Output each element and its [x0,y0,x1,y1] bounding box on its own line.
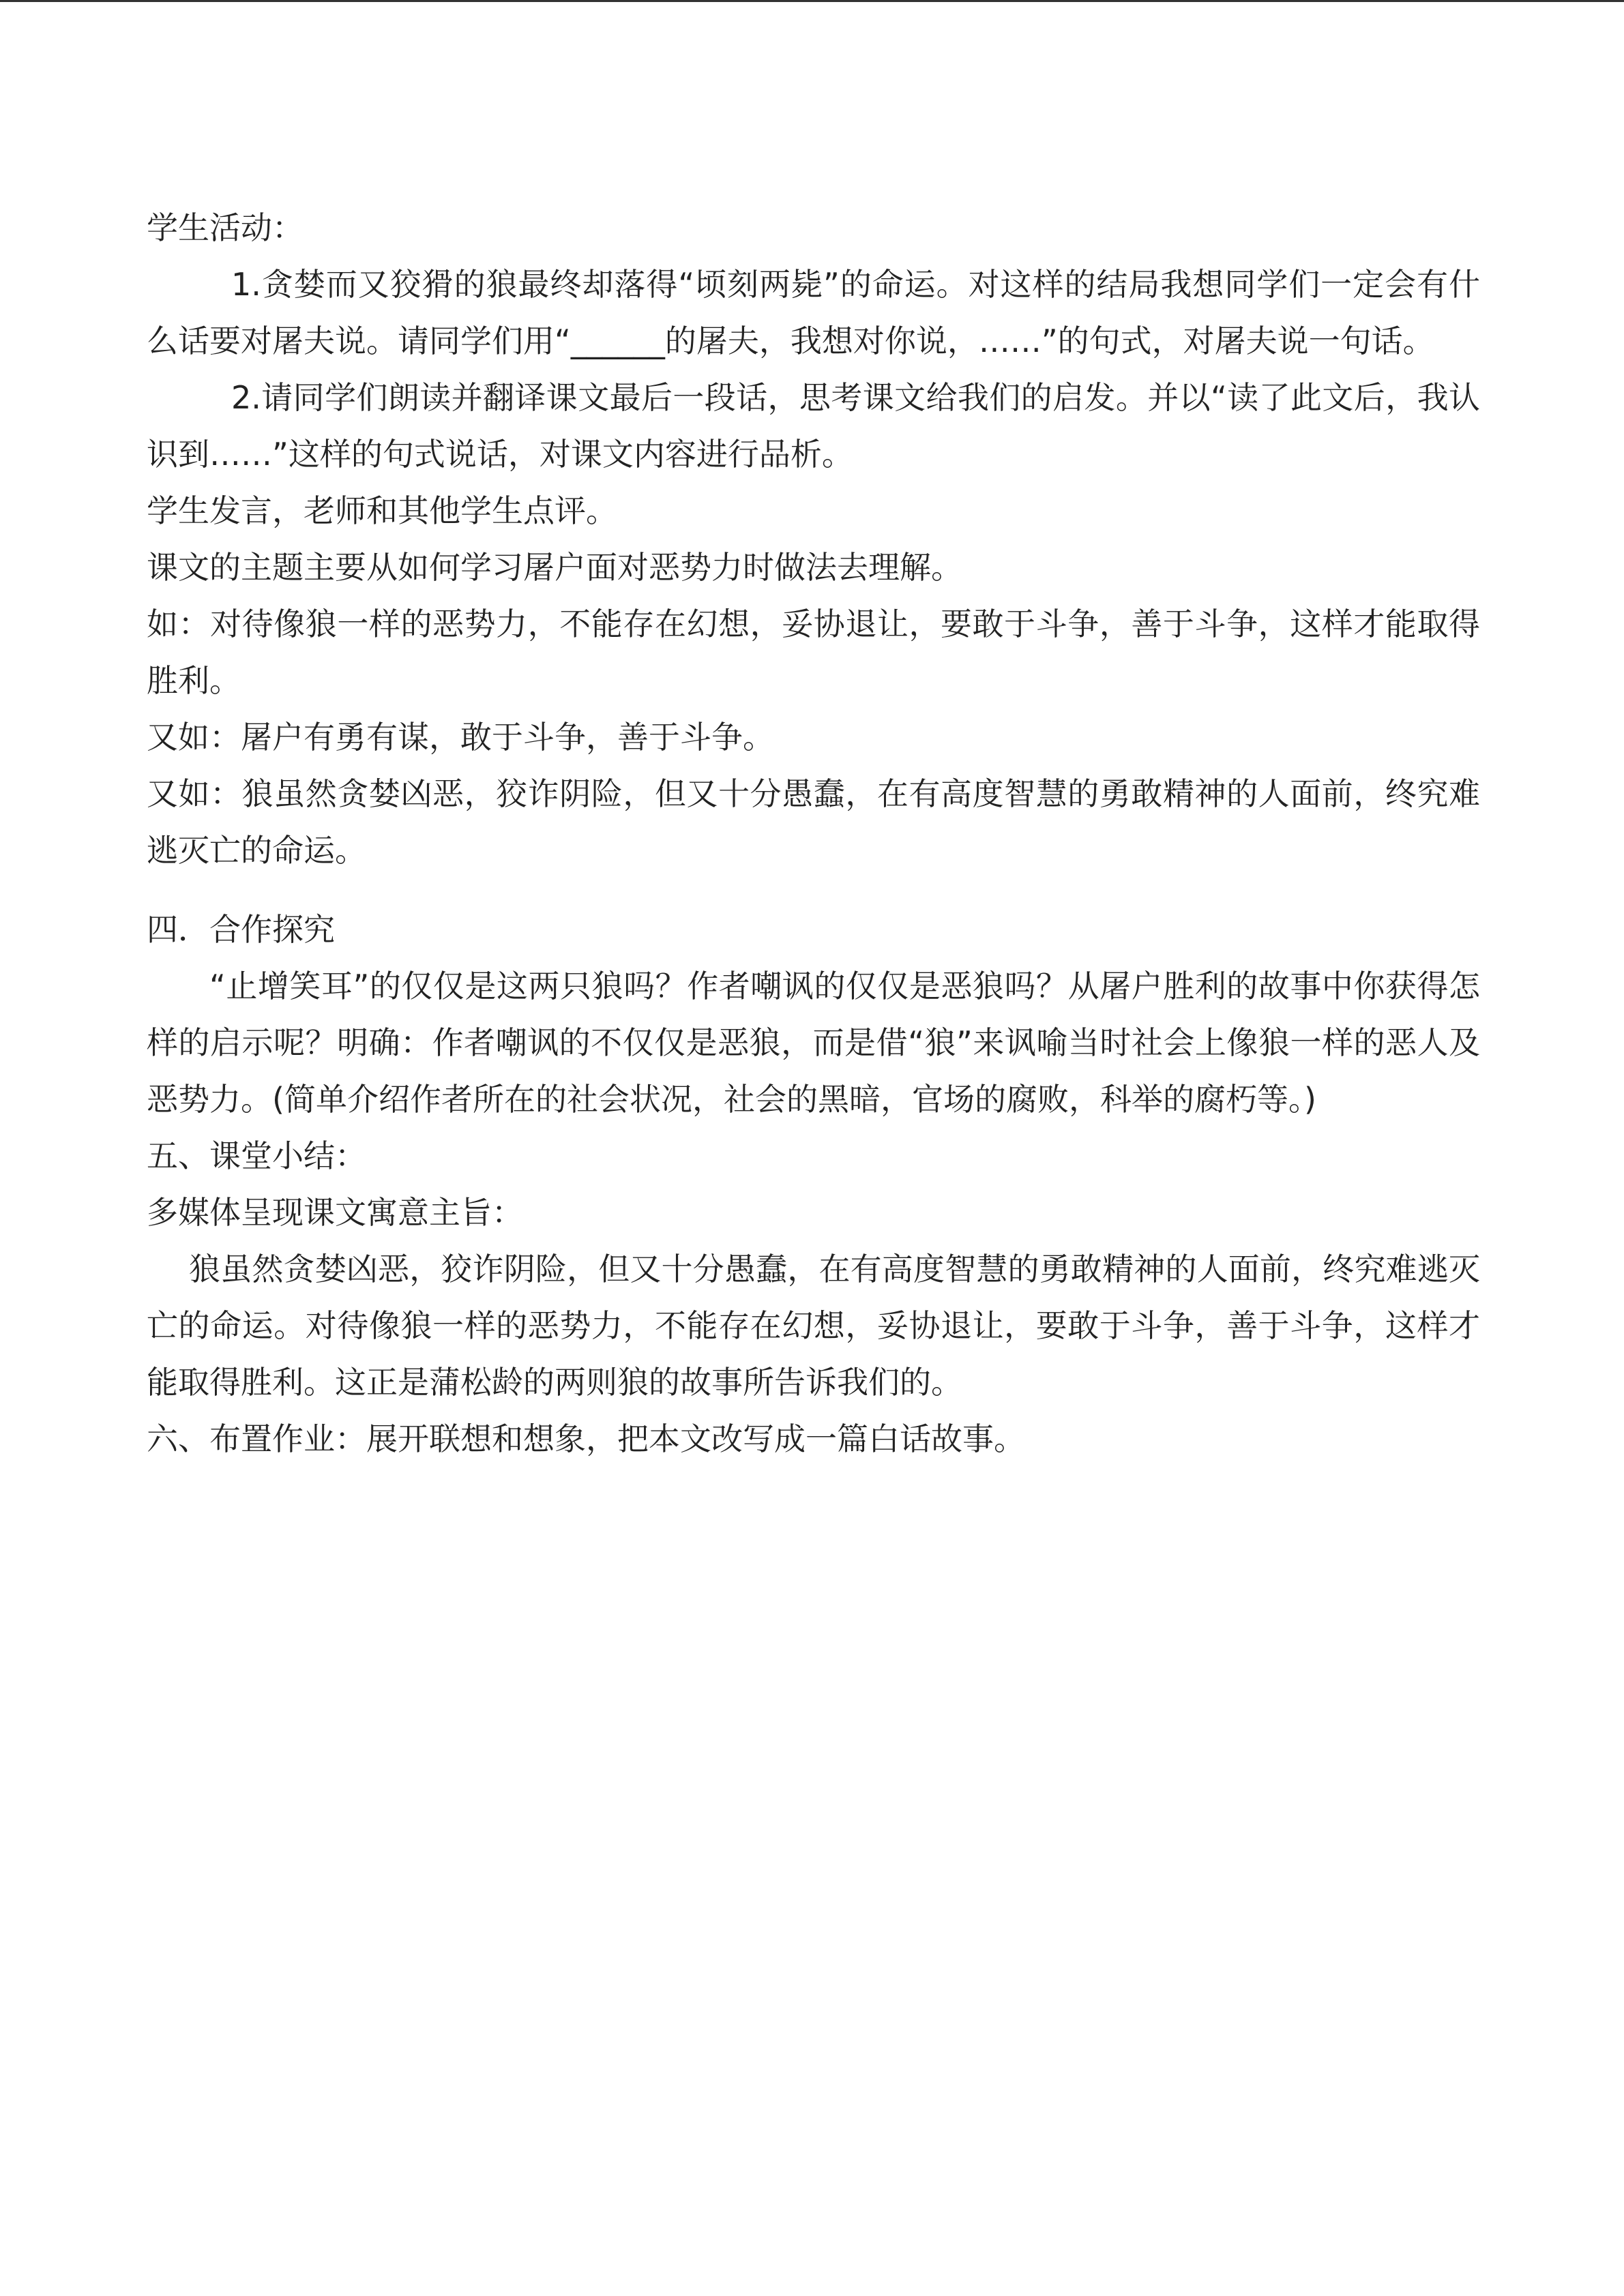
paragraph-theme: 课文的主题主要从如何学习屠户面对恶势力时做法去理解。 [147,549,962,586]
section-heading-summary: 五、课堂小结： [147,1137,366,1174]
section-heading-cooperative-inquiry: 四．合作探究 [147,911,335,948]
page-top-border [0,0,1624,2]
paragraph-example-2: 又如：屠户有勇有谋，敢于斗争，善于斗争。 [147,719,774,756]
activity-item-1: 1.贪婪而又狡猾的狼最终却落得“顷刻两毙”的命运。对这样的结局我想同学们一定会有什么话要对屠夫说。请同学们用“______的屠夫，我想对你说，……”的句式，对屠夫说一句话。 [147,266,1480,359]
paragraph-example-1: 如：对待像狼一样的恶势力，不能存在幻想，妥协退让，要敢于斗争，善于斗争，这样才能取得胜利。 [147,606,1480,699]
paragraph-example-3: 又如：狼虽然贪婪凶恶，狡诈阴险，但又十分愚蠢，在有高度智慧的勇敢精神的人面前，终究难逃灭亡的命运。 [147,775,1480,869]
heading-student-activity: 学生活动： [147,209,304,246]
paragraph-moral: 狼虽然贪婪凶恶，狡诈阴险，但又十分愚蠢，在有高度智慧的勇敢精神的人面前，终究难逃灭亡的命运。对待像狼一样的恶势力，不能存在幻想，妥协退让，要敢于斗争，善于斗争，这样才能取得胜利。这正是蒲松龄的两则狼的故事所告诉我们的。 [147,1251,1480,1401]
activity-item-2: 2.请同学们朗读并翻译课文最后一段话，思考课文给我们的启发。并以“读了此文后，我认识到……”这样的句式说话，对课文内容进行品析。 [147,379,1480,473]
paragraph-student-speech: 学生发言，老师和其他学生点评。 [147,492,617,529]
paragraph-inquiry-body: “止增笑耳”的仅仅是这两只狼吗？作者嘲讽的仅仅是恶狼吗？从屠户胜利的故事中你获得怎样的启示呢？明确：作者嘲讽的不仅仅是恶狼，而是借“狼”来讽喻当时社会上像狼一样的恶人及恶势力。(简单介绍作者所在的社会状况，社会的黑暗，官场的腐败，科举的腐朽等。) [147,968,1480,1118]
paragraph-multimedia: 多媒体呈现课文寓意主旨： [147,1194,523,1231]
section-heading-homework: 六、布置作业：展开联想和想象，把本文改写成一篇白话故事。 [147,1420,1025,1457]
document-page [147,200,1480,1467]
